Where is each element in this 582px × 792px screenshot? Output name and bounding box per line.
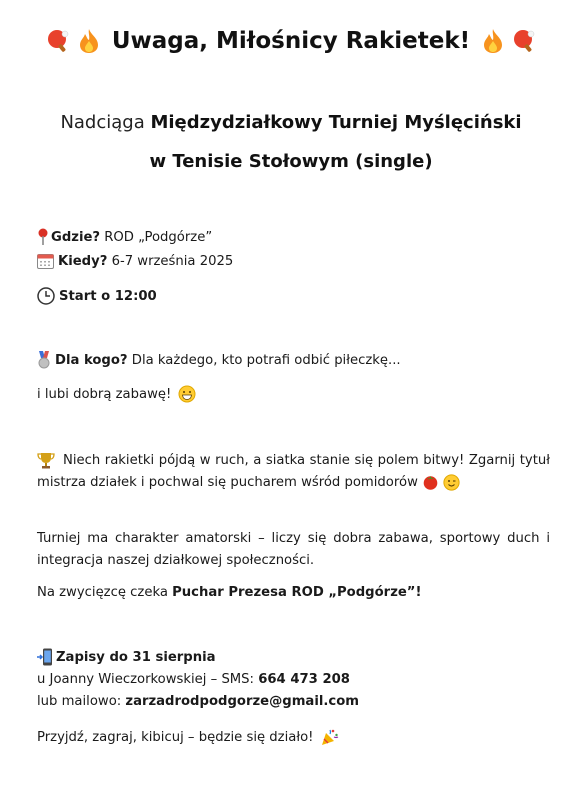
medal-icon	[37, 351, 51, 369]
paragraph-character	[37, 528, 550, 572]
audience-text: Dla każdego, kto potrafi odbić piłeczkę...	[127, 353, 401, 368]
signup-title-line	[37, 648, 216, 667]
trophy-icon	[37, 452, 55, 469]
paragraph-2-text: Turniej ma charakter amatorski – liczy się dobra zabawa, sportowy duch i integracja naszej działkowej społeczności.	[37, 531, 550, 568]
fire-icon	[78, 28, 100, 54]
subtitle-prefix: Nadciąga	[60, 112, 151, 133]
audience-text-2: i lubi dobrą zabawę!	[37, 387, 172, 402]
closing-line	[37, 728, 343, 747]
ping-pong-icon	[512, 29, 536, 53]
where-line	[37, 228, 212, 247]
signup-mail-line	[37, 693, 359, 711]
where-value: ROD „Podgórze”	[100, 230, 213, 245]
signup-sms-line	[37, 671, 350, 689]
signup-mail-prefix: lub mailowo:	[37, 694, 126, 709]
grin-icon	[178, 385, 196, 403]
tournament-discipline: w Tenisie Stołowym (single)	[149, 151, 433, 172]
subtitle-line-2	[0, 151, 582, 172]
phone-number: 664 473 208	[258, 672, 350, 687]
prize-prefix: Na zwycięzcę czeka	[37, 585, 173, 600]
tomato-icon	[422, 474, 439, 490]
paragraph-1-text: Niech rakietki pójdą w ruch, a siatka stanie się polem bitwy! Zgarnij tytuł mistrza działek i pochwal się pucharem wśród pomidorów	[37, 453, 550, 490]
start-time: Start o 12:00	[59, 289, 157, 304]
wink-icon	[443, 474, 460, 491]
prize-name: Puchar Prezesa ROD „Podgórze”!	[172, 585, 422, 600]
when-value: 6-7 września 2025	[107, 254, 234, 269]
title-text: Uwaga, Miłośnicy Rakietek!	[111, 27, 471, 54]
clock-icon	[37, 287, 55, 305]
page-title	[0, 27, 582, 54]
phone-icon	[37, 648, 53, 666]
when-label: Kiedy?	[58, 254, 108, 269]
where-label: Gdzie?	[51, 230, 101, 245]
audience-line-2	[37, 385, 200, 404]
tournament-name: Międzydziałkowy Turniej Myślęciński	[150, 112, 522, 133]
signup-title: Zapisy do 31 sierpnia	[56, 650, 216, 665]
party-popper-icon	[321, 728, 339, 746]
paragraph-call-to-play	[37, 450, 550, 494]
when-line	[37, 253, 233, 271]
fire-icon	[482, 28, 504, 54]
closing-text: Przyjdź, zagraj, kibicuj – będzie się działo!	[37, 730, 314, 745]
audience-line	[37, 351, 401, 370]
start-line	[37, 287, 157, 306]
ping-pong-icon	[46, 29, 70, 53]
signup-sms-prefix: u Joanny Wieczorkowskiej – SMS:	[37, 672, 259, 687]
subtitle-line-1	[0, 112, 582, 133]
email-address: zarzadrodpodgorze@gmail.com	[125, 694, 360, 709]
prize-line	[37, 584, 422, 602]
audience-label: Dla kogo?	[55, 353, 128, 368]
pin-icon	[37, 228, 49, 246]
calendar-icon	[37, 253, 54, 269]
